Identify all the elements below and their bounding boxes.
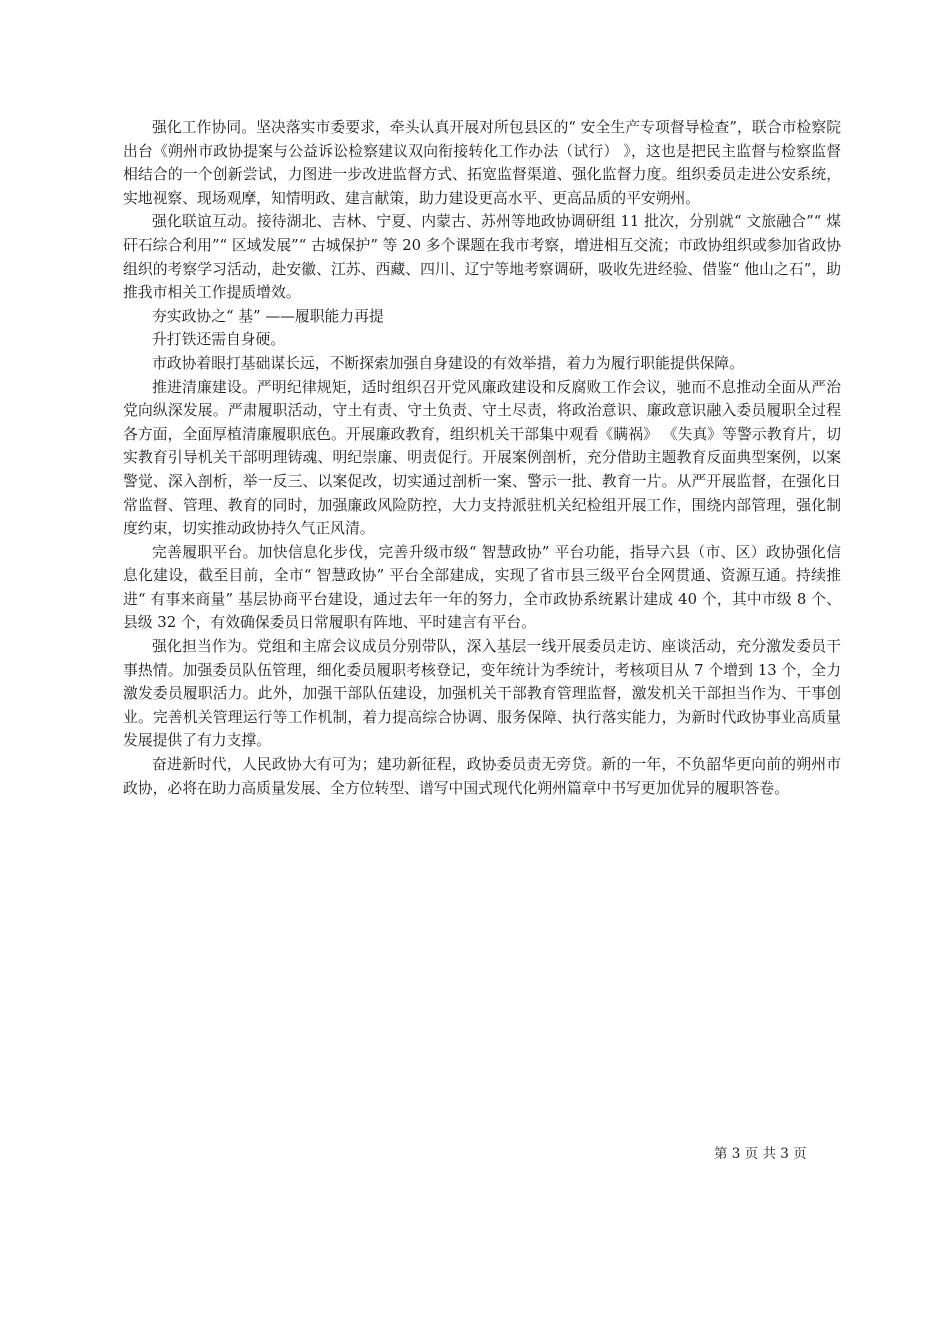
- document-body: [123, 116, 841, 800]
- paragraph-responsibility: 强化担当作为。党组和主席会议成员分别带队，深入基层一线开展委员走访、座谈活动，充分激发委员干事热情。加强委员队伍管理，细化委员履职考核登记，变年统计为季统计，考核项目从 7 个增到 13 个，全力激发委员履职活力。此外，加强干部队伍建设，加强机关干部教育管理监督，激发机关干部担当作为、干事创业。完善机关管理运行等工作机制，着力提高综合协调、服务保障、执行落实能力，为新时代政协事业高质量发展提供了有力支撑。: [123, 638, 841, 750]
- page-number-footer: 第 3 页 共 3 页: [714, 1146, 807, 1162]
- paragraph-clean-governance: 推进清廉建设。严明纪律规矩，适时组织召开党风廉政建设和反腐败工作会议，驰而不息推动全面从严治党向纵深发展。严肃履职活动，守土有责、守土负责、守土尽责，将政治意识、廉政意识融入委员履职全过程各方面，全面厚植清廉履职底色。开展廉政教育，组织机关干部集中观看《瞒祸》 《失真》等警示教育片，切实教育引导机关干部明理铸魂、明纪崇廉、明责促行。开展案例剖析，充分借助主题教育反面典型案例，以案警觉、深入剖析，举一反三、以案促改，切实通过剖析一案、警示一批、教育一片。从严开展监督，在强化日常监督、管理、教育的同时，加强廉政风险防控，大力支持派驻机关纪检组开展工作，围绕内部管理，强化制度约束，切实推动政协持久气正风清。: [123, 378, 841, 538]
- section-heading-continuation: 升打铁还需自身硬。: [152, 331, 286, 349]
- paragraph-duty-platform: 完善履职平台。加快信息化步伐，完善升级市级“ 智慧政协” 平台功能，指导六县（市、区）政协强化信息化建设，截至目前，全市“ 智慧政协” 平台全部建成，实现了省市县三级平台全网贯通、资源互通。持续推进“ 有事来商量” 基层协商平台建设，通过去年一年的努力，全市政协系统累计建成 40 个，其中市级 8 个、县级 32 个，有效确保委员日常履职有阵地、平时建言有平台。: [123, 543, 841, 632]
- paragraph-liaison-interaction: 强化联谊互动。接待湖北、吉林、宁夏、内蒙古、苏州等地政协调研组 11 批次，分别就“ 文旅融合”“ 煤矸石综合利用”“ 区域发展”“ 古城保护” 等 20 多个课题在我市考察，增进相互交流；市政协组织或参加省政协组织的考察学习活动，赴安徽、江苏、西藏、四川、辽宁等地考察调研，吸收先进经验、借鉴“ 他山之石”，助推我市相关工作提质增效。: [123, 213, 841, 302]
- paragraph-closing: 奋进新时代，人民政协大有可为；建功新征程，政协委员责无旁贷。新的一年，不负韶华更向前的朔州市政协，必将在助力高质量发展、全方位转型、谱写中国式现代化朔州篇章中书写更加优异的履职答卷。: [123, 756, 841, 797]
- paragraph-work-coordination: 强化工作协同。坚决落实市委要求，牵头认真开展对所包县区的“ 安全生产专项督导检查”，联合市检察院出台《朔州市政协提案与公益诉讼检察建议双向衔接转化工作办法（试行） 》，这也是把民主监督与检察监督相结合的一个创新尝试，力图进一步改进监督方式、拓宽监督渠道、强化监督力度。组织委员走进公安系统，实地视察、现场观摩，知情明政、建言献策，助力建设更高水平、更高品质的平安朔州。: [123, 119, 841, 207]
- paragraph-foundation-intro: 市政协着眼打基础谋长远，不断探索加强自身建设的有效举措，着力为履行职能提供保障。: [152, 354, 744, 372]
- section-heading: 夯实政协之“ 基” ——履职能力再提: [152, 307, 384, 325]
